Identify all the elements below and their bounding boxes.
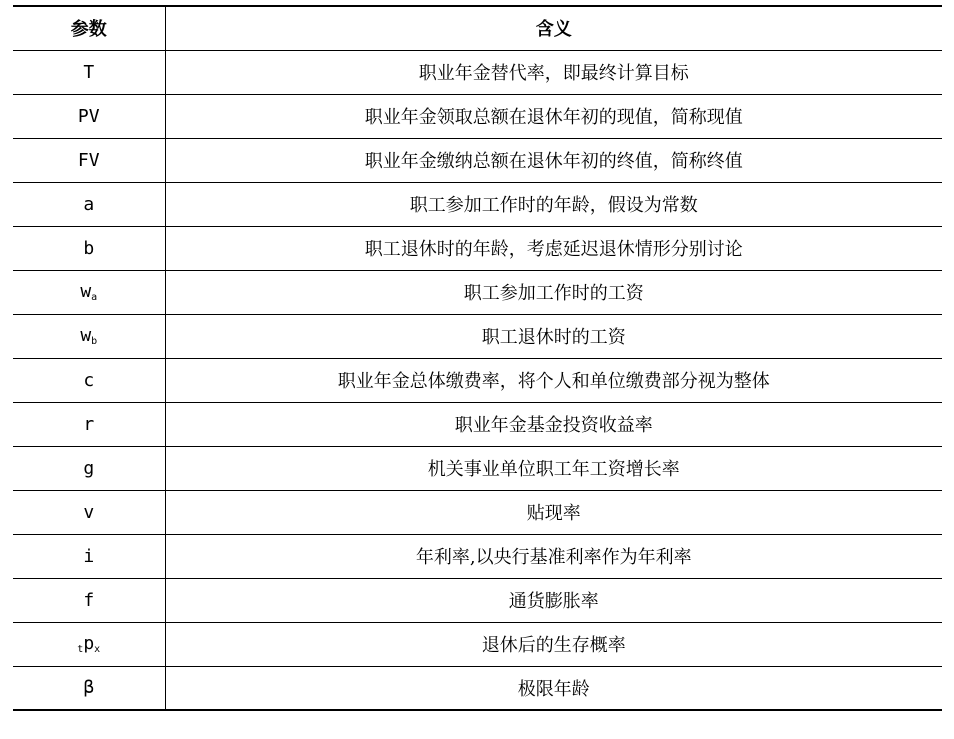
table-row bbox=[13, 226, 942, 270]
table-row bbox=[13, 182, 942, 226]
table-row bbox=[13, 490, 942, 534]
param-cell: β bbox=[13, 666, 165, 710]
table-row bbox=[13, 446, 942, 490]
param-cell: i bbox=[13, 534, 165, 578]
header-row bbox=[13, 6, 942, 50]
table-row bbox=[13, 578, 942, 622]
meaning-cell: 职工退休时的年龄，考虑延迟退休情形分别讨论 bbox=[165, 226, 942, 270]
meaning-cell: 贴现率 bbox=[165, 490, 942, 534]
meaning-cell: 职工参加工作时的工资 bbox=[165, 270, 942, 314]
meaning-cell: 机关事业单位职工年工资增长率 bbox=[165, 446, 942, 490]
parameter-table bbox=[13, 5, 942, 711]
param-cell: c bbox=[13, 358, 165, 402]
param-cell: PV bbox=[13, 94, 165, 138]
param-main: w bbox=[80, 325, 92, 346]
meaning-cell: 退休后的生存概率 bbox=[165, 622, 942, 666]
meaning-cell: 职业年金领取总额在退休年初的现值，简称现值 bbox=[165, 94, 942, 138]
table-row bbox=[13, 534, 942, 578]
header-meaning: 含义 bbox=[165, 6, 942, 50]
param-cell: b bbox=[13, 226, 165, 270]
meaning-cell: 职业年金总体缴费率，将个人和单位缴费部分视为整体 bbox=[165, 358, 942, 402]
param-cell: r bbox=[13, 402, 165, 446]
meaning-cell: 年利率,以央行基准利率作为年利率 bbox=[165, 534, 942, 578]
table-row bbox=[13, 94, 942, 138]
meaning-cell: 职业年金替代率，即最终计算目标 bbox=[165, 50, 942, 94]
param-main: w bbox=[80, 281, 92, 302]
table-row bbox=[13, 50, 942, 94]
param-subscript: x bbox=[94, 644, 101, 655]
table-row bbox=[13, 402, 942, 446]
param-subscript: a bbox=[91, 292, 98, 303]
param-cell: f bbox=[13, 578, 165, 622]
meaning-cell: 职业年金缴纳总额在退休年初的终值，简称终值 bbox=[165, 138, 942, 182]
table-row bbox=[13, 314, 942, 358]
table-header bbox=[13, 6, 942, 50]
param-cell bbox=[13, 314, 165, 358]
param-cell bbox=[13, 622, 165, 666]
meaning-cell: 通货膨胀率 bbox=[165, 578, 942, 622]
param-main: p bbox=[83, 633, 95, 654]
meaning-cell: 职工退休时的工资 bbox=[165, 314, 942, 358]
param-cell: g bbox=[13, 446, 165, 490]
table-row bbox=[13, 138, 942, 182]
header-param: 参数 bbox=[13, 6, 165, 50]
table-row bbox=[13, 622, 942, 666]
table-row bbox=[13, 666, 942, 710]
table-row bbox=[13, 270, 942, 314]
param-cell bbox=[13, 270, 165, 314]
meaning-cell: 极限年龄 bbox=[165, 666, 942, 710]
table-body bbox=[13, 50, 942, 710]
param-cell: T bbox=[13, 50, 165, 94]
table-row bbox=[13, 358, 942, 402]
param-cell: v bbox=[13, 490, 165, 534]
param-prescript: t bbox=[77, 644, 84, 655]
meaning-cell: 职工参加工作时的年龄，假设为常数 bbox=[165, 182, 942, 226]
param-subscript: b bbox=[91, 336, 98, 347]
meaning-cell: 职业年金基金投资收益率 bbox=[165, 402, 942, 446]
param-cell: FV bbox=[13, 138, 165, 182]
param-cell: a bbox=[13, 182, 165, 226]
